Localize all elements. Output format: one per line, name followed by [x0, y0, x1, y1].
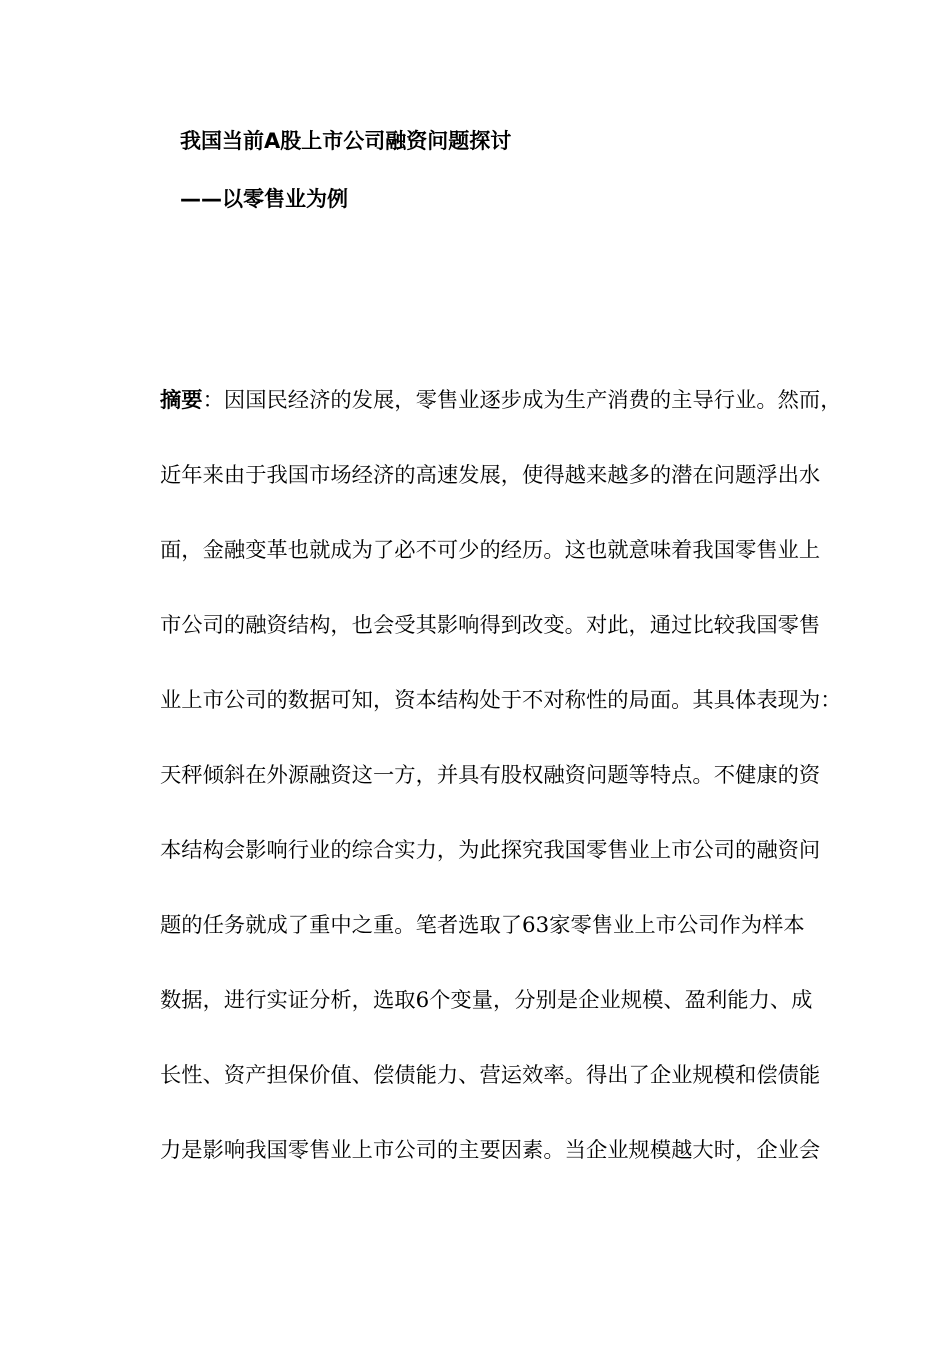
abstract-line: 天秤倾斜在外源融资这一方，并具有股权融资问题等特点。不健康的资	[160, 763, 821, 788]
abstract-label: 摘要	[160, 388, 203, 413]
abstract-line: 数据，进行实证分析，选取6个变量，分别是企业规模、盈利能力、成	[160, 988, 813, 1013]
abstract-line: 市公司的融资结构，也会受其影响得到改变。对此，通过比较我国零售	[160, 613, 821, 638]
abstract-line: 题的任务就成了重中之重。笔者选取了63家零售业上市公司作为样本	[160, 913, 805, 938]
abstract-line	[160, 386, 842, 416]
abstract-line: 近年来由于我国市场经济的高速发展，使得越来越多的潜在问题浮出水	[160, 463, 821, 488]
abstract-line: 长性、资产担保价值、偿债能力、营运效率。得出了企业规模和偿债能	[160, 1063, 821, 1088]
abstract-line: 力是影响我国零售业上市公司的主要因素。当企业规模越大时，企业会	[160, 1138, 821, 1163]
document-title: 我国当前A股上市公司融资问题探讨	[180, 129, 512, 153]
document-subtitle: ——以零售业为例	[180, 187, 348, 211]
abstract-line: 本结构会影响行业的综合实力，为此探究我国零售业上市公司的融资问	[160, 838, 821, 863]
abstract-line: 业上市公司的数据可知，资本结构处于不对称性的局面。其具体表现为：	[160, 688, 842, 713]
abstract-line: 面，金融变革也就成为了必不可少的经历。这也就意味着我国零售业上	[160, 538, 821, 563]
abstract-line-text: ：因国民经济的发展，零售业逐步成为生产消费的主导行业。然而，	[202, 388, 842, 413]
